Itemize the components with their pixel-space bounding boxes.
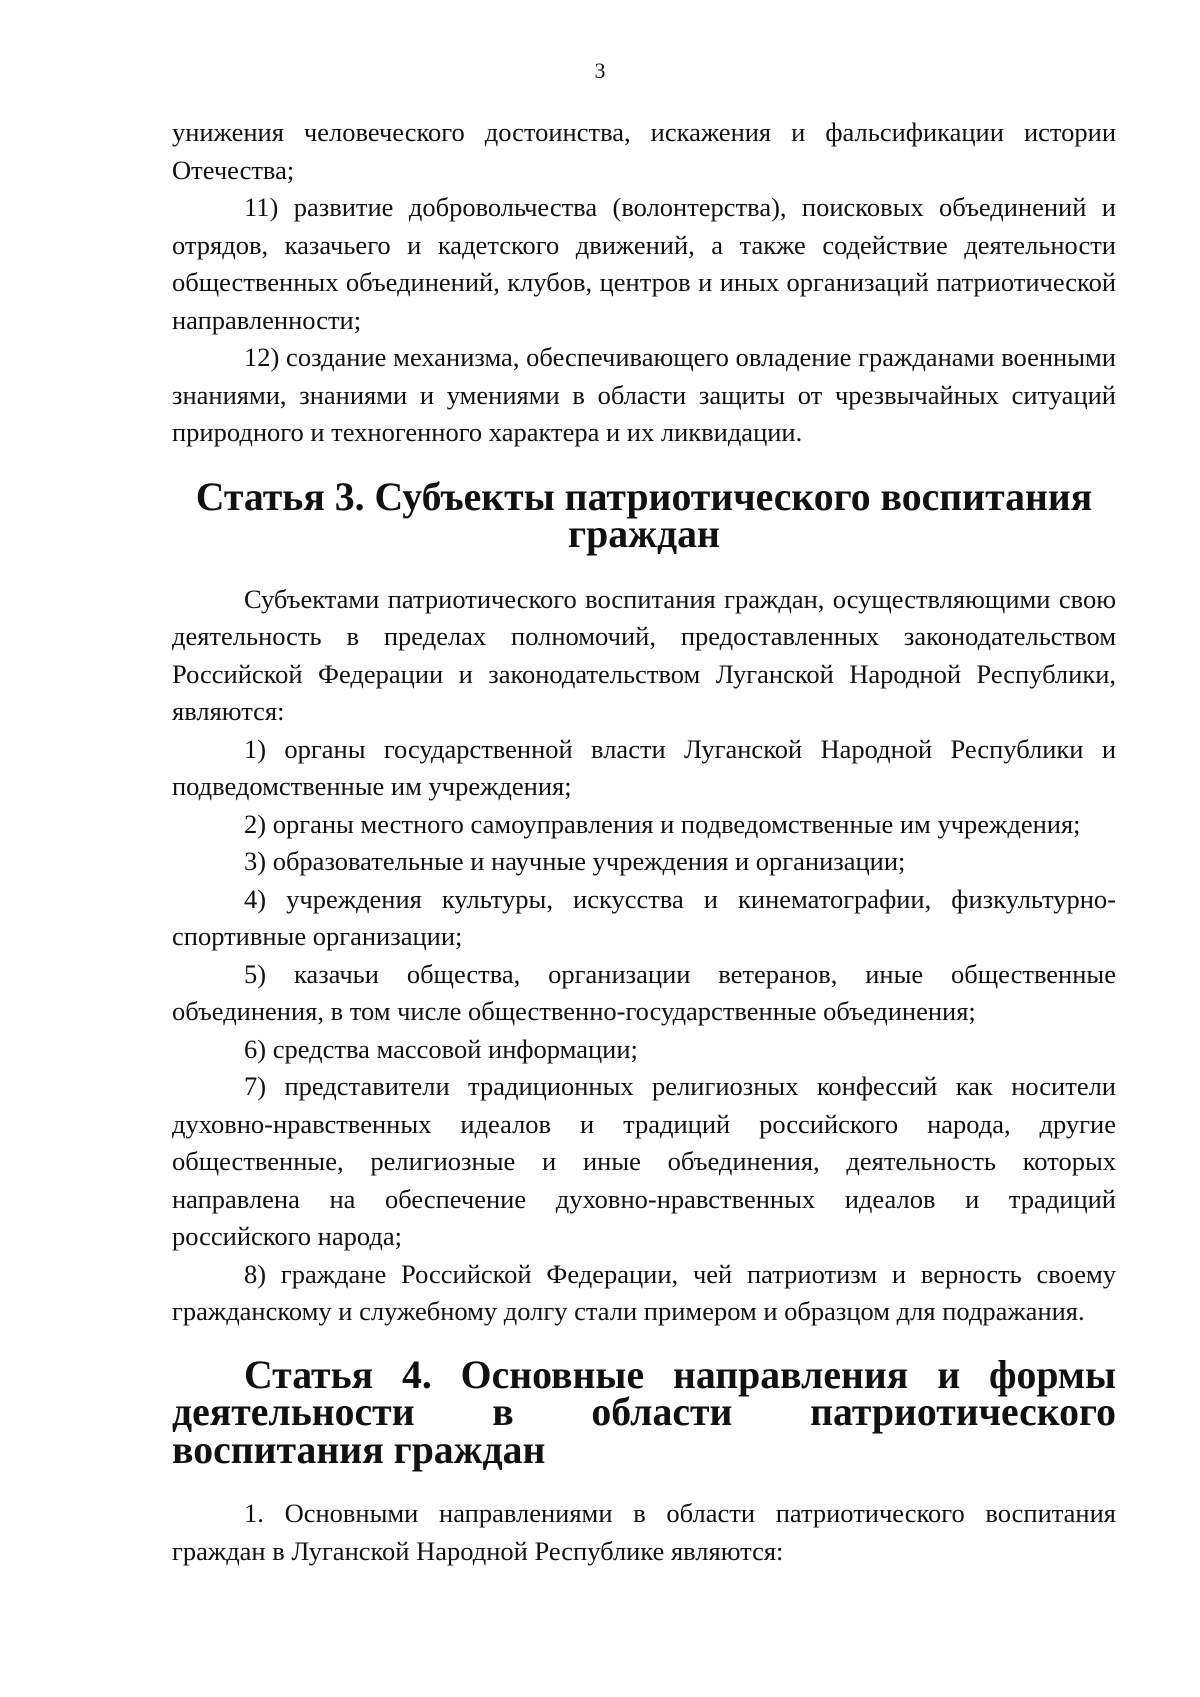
paragraph-continuation: унижения человеческого достоинства, искажения и фальсификации истории Отечества; bbox=[172, 117, 1116, 185]
article-4-intro: 1. Основными направлениями в области патриотического воспитания граждан в Луганской Народной Республике являются: bbox=[172, 1498, 1116, 1566]
article-3-item-5: 5) казачьи общества, организации ветеранов, иные общественные объединения, в том числе общественно-государственные объединения; bbox=[172, 958, 1116, 1026]
page-number: 3 bbox=[594, 58, 606, 83]
article-3-intro: Субъектами патриотического воспитания граждан, осуществляющими свою деятельность в пределах полномочий, предоставленных законодательством Российской Федерации и законодательством Луганской Народной Республики, являются: bbox=[172, 583, 1116, 726]
article-3-item-1: 1) органы государственной власти Луганской Народной Республики и подведомственные им учреждения; bbox=[172, 733, 1116, 801]
article-3-heading: Статья 3. Субъекты патриотического воспитания граждан bbox=[195, 474, 1093, 556]
article-3-item-8: 8) граждане Российской Федерации, чей патриотизм и верность своему гражданскому и служебному долгу стали примером и образцом для подражания. bbox=[172, 1258, 1116, 1326]
list-item-11: 11) развитие добровольчества (волонтерства), поисковых объединений и отрядов, казачьего и кадетского движений, а также содействие деятельности общественных объединений, клубов, центров и иных организаций патриотической направленности; bbox=[172, 192, 1116, 335]
article-3-item-6: 6) средства массовой информации; bbox=[244, 1033, 638, 1064]
article-4-heading: Статья 4. Основные направления и формы деятельности в области патриотического воспитания граждан bbox=[172, 1352, 1116, 1472]
list-item-12: 12) создание механизма, обеспечивающего овладение гражданами военными знаниями, знаниями и умениями в области защиты от чрезвычайных ситуаций природного и техногенного характера и их ликвидации. bbox=[172, 342, 1116, 447]
article-3-item-4: 4) учреждения культуры, искусства и кинематографии, физкультурно-спортивные организации; bbox=[172, 883, 1116, 951]
article-3-item-3: 3) образовательные и научные учреждения и организации; bbox=[244, 846, 906, 876]
article-3-item-7: 7) представители традиционных религиозных конфессий как носители духовно-нравственных идеалов и традиций российского народа, другие общественные, религиозные и иные объединения, деятельность которых направлена на обеспечение духовно-нравственных идеалов и традиций российского народа; bbox=[172, 1071, 1116, 1251]
document-body bbox=[172, 114, 1116, 1570]
article-3-item-2: 2) органы местного самоуправления и подведомственные им учреждения; bbox=[244, 808, 1081, 839]
